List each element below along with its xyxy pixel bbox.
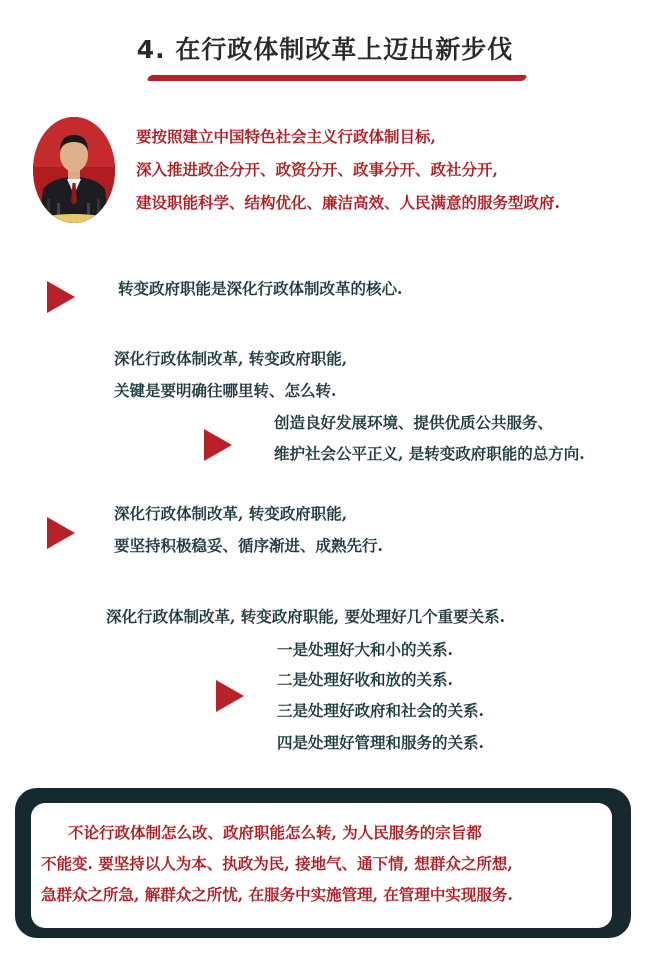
point2-line-2: 关键是要明确往哪里转、怎么转.: [114, 381, 337, 400]
point3-line-2: 要坚持积极稳妥、循序渐进、成熟先行.: [114, 536, 383, 555]
page-title: 4. 在行政体制改革上迈出新步伐: [136, 35, 514, 64]
arrow-icon: [204, 429, 232, 461]
point1-text: 转变政府职能是深化行政体制改革的核心.: [118, 279, 403, 298]
point2-sub-line-1: 创造良好发展环境、提供优质公共服务、: [274, 413, 554, 432]
arrow-icon: [216, 680, 244, 712]
intro-line-3: 建设职能科学、结构优化、廉洁高效、人民满意的服务型政府.: [136, 193, 560, 212]
portrait-image: [33, 117, 115, 223]
point4-item-3: 三是处理好政府和社会的关系.: [277, 701, 484, 720]
title-underline: [146, 75, 527, 81]
avatar: [33, 117, 115, 223]
point3-line-1: 深化行政体制改革, 转变政府职能,: [114, 504, 348, 523]
intro-line-1: 要按照建立中国特色社会主义行政体制目标,: [136, 127, 436, 146]
point2-line-1: 深化行政体制改革, 转变政府职能,: [114, 349, 348, 368]
point4-item-1: 一是处理好大和小的关系.: [277, 640, 453, 659]
conclusion-line-3: 急群众之所急, 解群众之所忧, 在服务中实施管理, 在管理中实现服务.: [41, 885, 513, 904]
point4-heading: 深化行政体制改革, 转变政府职能, 要处理好几个重要关系.: [106, 607, 505, 626]
point4-item-2: 二是处理好收和放的关系.: [277, 670, 453, 689]
intro-line-2: 深入推进政企分开、政资分开、政事分开、政社分开,: [136, 160, 498, 179]
point4-item-4: 四是处理好管理和服务的关系.: [277, 733, 484, 752]
arrow-icon: [47, 517, 75, 549]
conclusion-line-1: 不论行政体制怎么改、政府职能怎么转, 为人民服务的宗旨都: [68, 823, 482, 842]
conclusion-line-2: 不能变. 要坚持以人为本、执政为民, 接地气、通下情, 想群众之所想,: [41, 854, 513, 873]
point2-sub-line-2: 维护社会公平正义, 是转变政府职能的总方向.: [274, 444, 585, 463]
arrow-icon: [47, 281, 75, 313]
